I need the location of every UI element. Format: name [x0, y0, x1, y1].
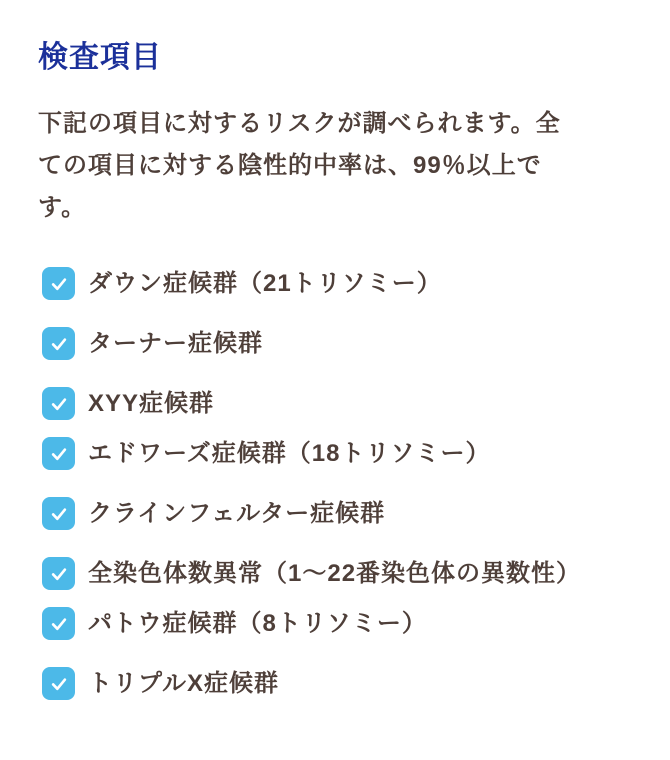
checklist-item-label: トリプルX症候群: [88, 670, 280, 697]
checklist-item-label: エドワーズ症候群（18トリソミー）: [88, 440, 491, 467]
test-items-checklist: [42, 267, 630, 700]
checkbox-checked[interactable]: [42, 327, 75, 360]
checkbox-checked[interactable]: [42, 497, 75, 530]
checklist-item-label: XYY症候群: [88, 390, 215, 417]
checkbox-checked[interactable]: [42, 267, 75, 300]
checkmark-icon: [49, 674, 69, 694]
checkmark-icon: [49, 394, 69, 414]
checklist-item-label: 全染色体数異常（1〜22番染色体の異数性）: [88, 560, 582, 587]
checklist-item-turner-syndrome[interactable]: [42, 327, 630, 360]
checklist-item-aneuploidy[interactable]: [42, 557, 630, 590]
checklist-item-triple-x-syndrome[interactable]: [42, 667, 630, 700]
checkmark-icon: [49, 614, 69, 634]
checklist-item-label: クラインフェルター症候群: [88, 500, 386, 527]
checklist-item-patau-syndrome[interactable]: [42, 607, 630, 640]
checklist-item-edwards-syndrome[interactable]: [42, 437, 630, 470]
checkmark-icon: [49, 334, 69, 354]
checkmark-icon: [49, 564, 69, 584]
section-description: 下記の項目に対するリスクが調べられます。全ての項目に対する陰性的中率は、99％以上です。: [38, 110, 561, 221]
checkmark-icon: [49, 274, 69, 294]
checklist-item-down-syndrome[interactable]: [42, 267, 630, 300]
checklist-item-klinefelter-syndrome[interactable]: [42, 497, 630, 530]
checkmark-icon: [49, 444, 69, 464]
checkbox-checked[interactable]: [42, 667, 75, 700]
checkbox-checked[interactable]: [42, 607, 75, 640]
checkbox-checked[interactable]: [42, 437, 75, 470]
checkmark-icon: [49, 504, 69, 524]
checklist-item-xyy-syndrome[interactable]: [42, 387, 630, 420]
section-title: 検査項目: [38, 41, 162, 74]
checklist-item-label: パトウ症候群（8トリソミー）: [88, 610, 427, 637]
checkbox-checked[interactable]: [42, 387, 75, 420]
checkbox-checked[interactable]: [42, 557, 75, 590]
checklist-item-label: ターナー症候群: [88, 330, 263, 357]
checklist-item-label: ダウン症候群（21トリソミー）: [88, 270, 442, 297]
